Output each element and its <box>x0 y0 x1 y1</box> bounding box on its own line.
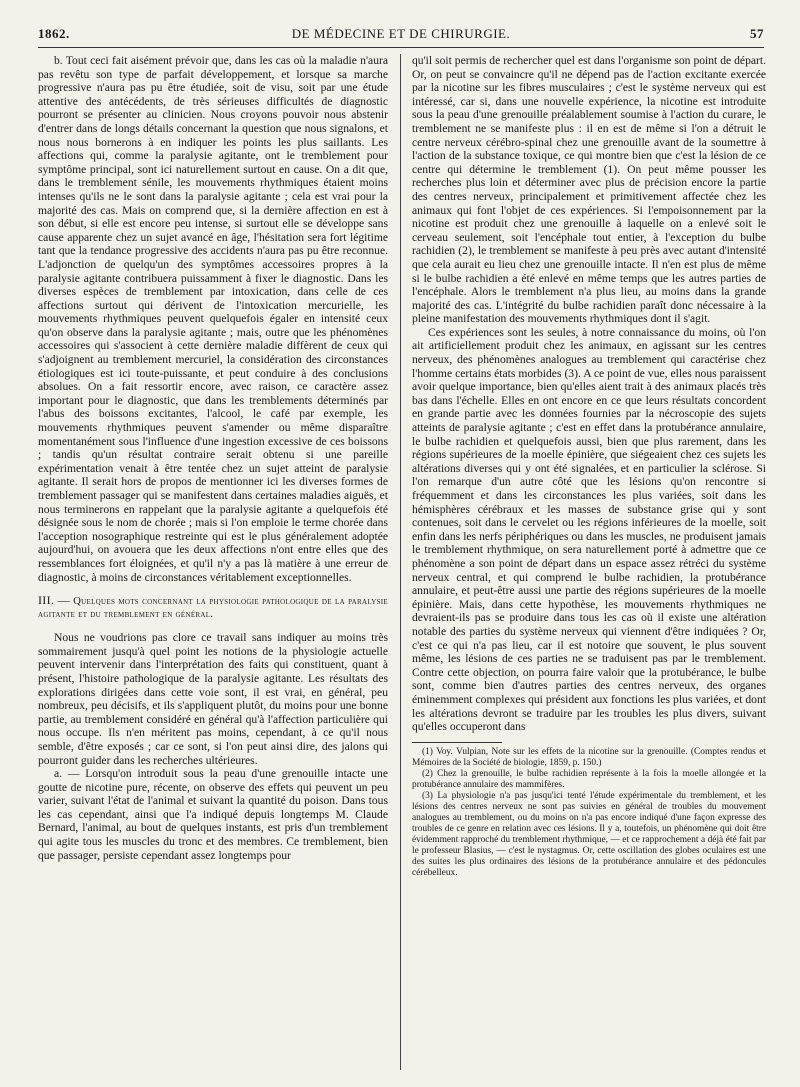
footnote-rule <box>412 742 502 743</box>
footnote: (3) La physiologie n'a pas jusqu'ici tenté l'étude expérimentale du tremblement, et les lésions des centres nerveux ne sont pas suivies en général de troubles du mouvement analogues au tremblement, ou du moins on n'a pas encore indiqué d'une façon expresse des troubles de ce genre en relation avec ces lésions. Il y a, toutefois, un phénomène qui doit être évidemment rapproché du tremblement rhythmique, — et ce rapprochement a déjà été fait par le professeur Blasius, — c'est le nystagmus. Or, cette oscillation des globes oculaires est une des suites les plus ordinaires des lésions de la protubérance annulaire et des pédoncules cérébelleux. <box>412 790 766 878</box>
footnote: (2) Chez la grenouille, le bulbe rachidien représente à la fois la moelle allongée et la protubérance annulaire des mammifères. <box>412 768 766 790</box>
section-number: III. — <box>38 593 71 608</box>
column-divider <box>400 54 401 1070</box>
right-column <box>412 54 766 879</box>
section-title: Quelques mots concernant la physiologie pathologique de la paralysie agitante et du tremblement en général. <box>38 596 388 621</box>
running-header <box>38 26 764 48</box>
section-heading <box>38 594 388 621</box>
paragraph: Nous ne voudrions pas clore ce travail sans indiquer au moins très sommairement jusqu'à quel point les notions de la physiologie actuelle peuvent intervenir dans l'interprétation des faits qui constituent, quant à présent, l'histoire pathologique de la paralysie agitante. Les résultats des explorations dirigées dans cette voie sont, il est vrai, en général, peu nombreux, peu décisifs, et ils s'appliquent plutôt, du moins pour une bonne partie, au tremblement considéré en général qu'à l'affection particulière qui nous occupe. Ils n'en méritent pas moins, cependant, à ce qu'il nous semble, d'être exposés ; car ce sont, si l'on peut ainsi dire, des jalons qui pourront guider dans les recherches ultérieures. <box>38 631 388 767</box>
paragraph: Ces expériences sont les seules, à notre connaissance du moins, où l'on ait artificiellement produit chez les animaux, en agissant sur les centres nerveux, des phénomènes analogues au tremblement qui caractérise chez l'homme certains états morbides (3). A ce point de vue, elles nous paraissent avoir quelque importance, bien qu'elles aient trait à des animaux placés très bas dans l'échelle. Elles en ont encore en ce que leurs résultats concordent en grande partie avec les données fournies par la nécroscopie des sujets atteints de paralysie agitante ; c'est en effet dans la protubérance annulaire, le bulbe rachidien et quelquefois aussi, bien que plus rarement, dans les régions supérieures de la moelle épinière, que siégeaient chez ces sujets les altérations diverses qui y ont été signalées, et en particulier la sclérose. Si l'on remarque d'un autre côté que les lésions qu'on rencontre si fréquemment et dans les circonstances les plus variées, soit dans les hémisphères cérébraux et les masses de substance grise qui y sont contenues, soit dans le cervelet ou les régions inférieures de la moelle, soit enfin dans les nerfs périphériques ou dans les muscles, ne produisent jamais le tremblement rhythmique, on sera naturellement porté à admettre que ce phénomène a son point de départ dans un espace assez rétréci du système nerveux central, et qui comprend le bulbe rachidien, la protubérance annulaire, et peut-être aussi une partie des régions supérieures de la moelle épinière. Mais, dans cette hypothèse, les mouvements rhythmiques ne devraient-ils pas se produire dans tous les cas où il existe une altération notable des parties du système nerveux qui viennent d'être indiquées ? Or, c'est ce qui n'a pas lieu, car il est notoire que souvent, le plus souvent même, les lésions de ces parties ne se traduisent pas par le tremblement. Contre cette objection, on pourra faire valoir que la protubérance, le bulbe sont, comme bien d'autres parties des centres nerveux, des organes éminemment complexes qui président aux fonctions les plus variées, et dont les altérations devront se traduire par les troubles les plus divers, suivant qu'elles occuperont dans <box>412 325 766 734</box>
header-title: DE MÉDECINE ET DE CHIRURGIE. <box>291 26 511 41</box>
page-number: 57 <box>750 26 764 41</box>
left-column <box>38 54 388 862</box>
paragraph: a. — Lorsqu'on introduit sous la peau d'une grenouille intacte une goutte de nicotine pure, récente, on observe des effets qui peuvent un peu varier, suivant l'état de l'animal et suivant la quantité du poison. Dans tous les cas cependant, ainsi que l'a indiqué depuis longtemps M. Claude Bernard, l'animal, au bout de quelques instants, est pris d'un tremblement qui agite tous les muscles du tronc et des membres. Ce tremblement, bien que passager, persiste cependant assez longtemps pour <box>38 767 388 862</box>
paragraph: qu'il soit permis de rechercher quel est dans l'organisme son point de départ. Or, on peut se convaincre qu'il ne dépend pas de l'action excitante exercée par la nicotine sur les fibres musculaires ; c'est le système nerveux qui est intéressé, car si, dans une nouvelle expérience, la nicotine est introduite sous la peau d'une grenouille préalablement soumise à l'action du curare, le tremblement ne se manifeste plus : il en est de même si l'on a détruit le centre nerveux cérébro-spinal chez une grenouille avant de la soumettre à l'action de la substance toxique, ce qui montre bien que c'est la lésion de ce centre qui détermine le tremblement (1). On peut même pousser les recherches plus loin et déterminer avec plus de précision encore la partie des centres nerveux, principalement et primitivement affectée chez les animaux qui font l'objet de ces expériences. Si l'empoisonnement par la nicotine est produit chez une grenouille à laquelle on a enlevé soit le cerveau seulement, soit l'encéphale tout entier, à l'exception du bulbe rachidien (2), le tremblement se manifeste à peu près avec autant d'intensité que cela aurait eu lieu chez une grenouille intacte. Il n'en est plus de même si le bulbe rachidien a été enlevé en même temps que les autres parties de l'encéphale. Alors le tremblement n'a plus lieu, au moins dans la grande majorité des cas. L'intégrité du bulbe rachidien paraît donc nécessaire à la pleine manifestation des mouvements rhythmiques dont il s'agit. <box>412 54 766 326</box>
paragraph: b. Tout ceci fait aisément prévoir que, dans les cas où la maladie n'aura pas revêtu son type de parfait développement, et lorsque sa marche progressive n'aura pas pu être étudiée, soit de visu, soit par une étude attentive des antécédents, de très sérieuses difficultés de diagnostic pourront se présenter au clinicien. Nous croyons pouvoir nous abstenir d'entrer dans de longs détails concernant la question que nous signalons, et nous nous bornerons à en indiquer les points les plus saillants. Les affections qui, comme la paralysie agitante, ont le tremblement pour symptôme principal, sont ici naturellement surtout en cause. On a dit que, dans le tremblement sénile, les mouvements rhythmiques étaient moins intenses qu'ils ne le sont dans la paralysie agitante ; cela est vrai pour la majorité des cas. Mais on comprend que, si la dernière affection en est à son début, si elle est encore peu intense, si surtout elle se développe sans cause apparente chez un sujet avancé en âge, l'hésitation sera fort légitime tant que la tendance progressive des accidents n'aura pas pu être reconnue. L'adjonction de quelqu'un des symptômes accessoires propres à la paralysie agitante contribuera puissamment à fixer le diagnostic. Dans les diverses espèces de tremblement par intoxication, dans celle de ces affections surtout qui dérivent de l'intoxication mercurielle, les mouvements rhythmiques peuvent quelquefois égaler en intensité ceux qu'on observe dans la paralysie agitante ; mais, outre que les phénomènes accessoires qui s'associent à cette dernière maladie diffèrent de ceux qui s'adjoignent au tremblement mercuriel, la considération des circonstances étiologiques est ici toute-puissante, et peut conduire à des conclusions absolues. On a fait ressortir encore, avec raison, ce caractère assez important pour le diagnostic, que dans les tremblements déterminés par l'abus des boissons excitantes, l'alcool, le café par exemple, les mouvements rhythmiques peuvent s'amender ou même disparaître momentanément sous l'influence d'une ingestion excessive de ces boissons ; tandis qu'un résultat contraire serait obtenu si une pareille expérimentation venait à être tentée chez un sujet atteint de paralysie agitante. Il serait hors de propos de mentionner ici les diverses formes de tremblement passager qui se manifestent dans certaines maladies aiguës, et nous terminerons en rappelant que la paralysie agitante a quelquefois été désignée sous le nom de chorée ; mais si l'on emploie le terme chorée dans l'acception nosographique restreinte qui est le plus généralement adoptée aujourd'hui, on avouera que les deux affections n'ont entre elles que des ressemblances fort éloignées, et qu'il n'y a pas là matière à une erreur de diagnostic, à moins de circonstances véritablement exceptionnelles. <box>38 54 388 584</box>
footnote: (1) Voy. Vulpian, Note sur les effets de la nicotine sur la grenouille. (Comptes rendus et Mémoires de la Société de biologie, 1859, p. 150.) <box>412 746 766 768</box>
header-rule <box>38 47 764 48</box>
header-year: 1862. <box>38 26 70 41</box>
